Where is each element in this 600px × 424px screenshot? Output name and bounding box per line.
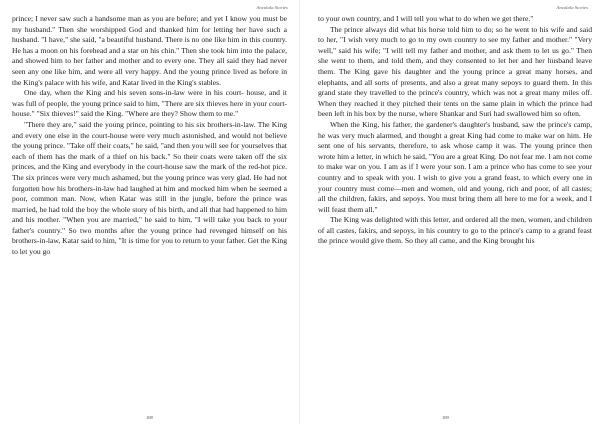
running-head: Ancalala Stories <box>556 5 588 10</box>
paragraph: prince; I never saw such a handsome man as you are before; and yet I know you must be my husband." Then she worshipped God and thanked him for letting her have such a husband. "I have," she said, "a beautiful husband. There is no one like him in this country. He has a moon on his forehead and a star on his chin." Then she took him into the palace, and showed him to her father and mother and to every one. They all said they had never seen any one like him, and were all very happy. And the young prince lived as before in the King's palace with his wife, and Katar lived in the King's stables. <box>12 14 287 87</box>
page-text <box>318 14 592 247</box>
running-head: Ancalala Stories <box>256 5 288 10</box>
paragraph: One day, when the King and his seven sons-in-law were in his court- house, and it was full of people, the young prince said to him, "There are six thieves here in your court-house." "Six thieves!" said the King. "Where are they? Show them to me." <box>12 88 287 119</box>
right-page <box>300 0 600 424</box>
page-text <box>12 14 287 258</box>
paragraph: The prince always did what his horse told him to do; so he went to his wife and said to her, "I wish very much to go to my own country to see my father and mother." "Very well," said his wife; "I will tell my father and mother, and ask them to let us go." Then she went to them, and told them, and they consented to let her and her husband leave them. The King gave his daughter and the young prince a great many horses, and elephants, and all sorts of presents, and also a great many sepoys to guard them. In this grand state they travelled to the prince's country, which was not a great many miles off. When they reached it they pitched their tents on the same plain in which the prince had been left in his box by the nurse, where Shankar and Suri had swallowed him so often. <box>318 24 592 119</box>
paragraph: When the King, his father, the gardener's daughter's husband, saw the prince's camp, he was very much alarmed, and thought a great King had come to make war on him. He sent one of his servants, therefore, to ask whose camp it was. The young prince then wrote him a letter, in which he said, "You are a great King. Do not fear me. I am not come to make war on you. I am as if I were your son. I am a prince who has come to see your country and to speak with you. I wish to give you a grand feast, to which every one in your country must come—men and women, old and young, rich and poor, of all castes; all the children, fakirs, and sepoys. You must bring them all here to me for a week, and I will feast them all." <box>318 119 592 214</box>
page-number: 109 <box>442 415 449 420</box>
page-number: 108 <box>146 415 153 420</box>
paragraph: to your own country, and I will tell you what to do when we get there." <box>318 14 534 23</box>
paragraph: The King was delighted with this letter, and ordered all the men, women, and children of all castes, fakirs, and sepoys, in his country to go to the prince's camp to a grand feast the prince would give them. So they all came, and the King brought his <box>318 215 592 246</box>
paragraph: "There they are," said the young prince, pointing to his six brothers-in-law. The King and every one else in the court-house were very much astonished, and would not believe the young prince. "Take off their coats," he said, "and then you will see for yourselves that each of them has the mark of a thief on his back." So their coats were taken off the six princes, and the King and everybody in the court-house saw the mark of the red-hot pice. The six princes were very much ashamed, but the young prince was very glad. He had not forgotten how his brothers-in-law had laughed at him and mocked him when he seemed a poor, common man. Now, when Katar was still in the jungle, before the prince was married, he had told the boy the whole story of his birth, and all that had happened to him and his mother. "When you are married," he said to him, "I will take you back to your father's country." So two months after the young prince had revenged himself on his brothers-in-law, Katar said to him, "It is time for you to return to your father. Get the King to let you go <box>12 119 287 257</box>
